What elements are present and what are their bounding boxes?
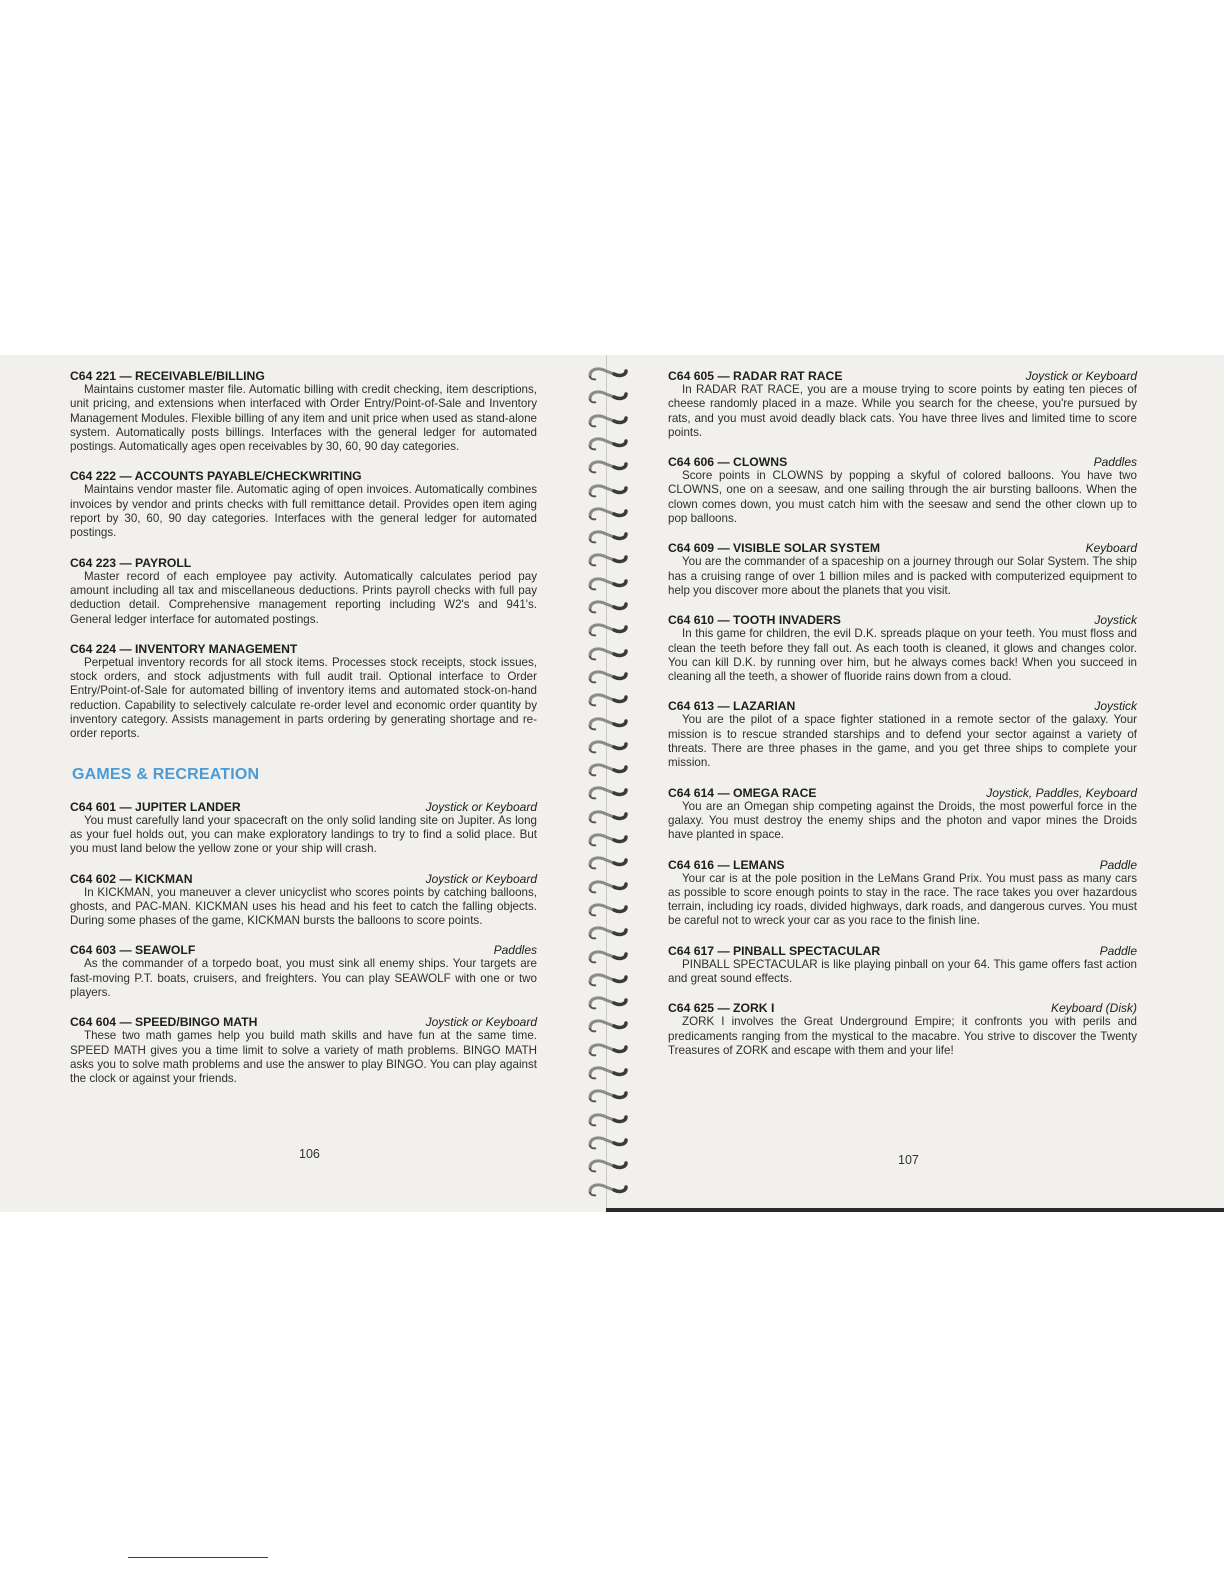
- spiral-ring: [584, 619, 632, 641]
- entry-description: In KICKMAN, you maneuver a clever unicyclist who scores points by catching balloons, ghosts, and PAC-MAN. KICKMAN uses his head and his feet to catch the falling objects. During some phases of the game, KICKMAN bursts the balloons to score points.: [70, 885, 537, 928]
- entry-heading: [668, 613, 1137, 627]
- entry-title: C64 606 — CLOWNS: [668, 455, 788, 470]
- entry-controls: Joystick, Paddles, Keyboard: [986, 785, 1137, 800]
- book-spread: [0, 355, 1224, 1212]
- entry-heading: [668, 1001, 1137, 1015]
- entry-heading: [70, 943, 537, 957]
- left-business-entries: [70, 369, 537, 742]
- entry-description: Score points in CLOWNS by popping a skyful of colored balloons. You have two CLOWNS, one on a seesaw, and one sailing through the air bursting balloons. When the clown comes down, you must catch him with the seesaw and send the other clown up to pop balloons.: [668, 469, 1137, 526]
- footer-rule: [128, 1557, 268, 1558]
- catalog-entry: [70, 642, 537, 742]
- entry-description: You are the commander of a spaceship on a journey through our Solar System. The ship has a cruising range of over 1 billion miles and is packed with computerized equipment to help you discover more about the planets that you visit.: [668, 555, 1137, 597]
- entry-description: These two math games help you build math skills and have fun at the same time. SPEED MATH gives you a time limit to solve a variety of math problems. BINGO MATH asks you to solve math problems and use the answer to play BINGO. You can play against the clock or against your friends.: [70, 1029, 537, 1086]
- entry-heading: [668, 699, 1137, 713]
- spiral-ring: [584, 1015, 632, 1037]
- catalog-entry: [70, 872, 537, 929]
- spiral-ring: [584, 1062, 632, 1084]
- entry-description: PINBALL SPECTACULAR is like playing pinball on your 64. This game offers fast action and great sound effects.: [668, 957, 1137, 986]
- spiral-ring: [584, 1039, 632, 1061]
- entry-description: ZORK I involves the Great Underground Empire; it confronts you with perils and predicaments ranging from the mystical to the macabre. You strive to discover the Twenty Treasures of ZORK and escape with them and your life!: [668, 1015, 1137, 1057]
- entry-title: C64 602 — KICKMAN: [70, 871, 193, 886]
- right-game-entries: [668, 369, 1137, 1058]
- entry-description: As the commander of a torpedo boat, you must sink all enemy ships. Your targets are fast-moving P.T. boats, cruisers, and freighters. You can play SEAWOLF with one or two players.: [70, 957, 537, 1000]
- entry-heading: [668, 455, 1137, 469]
- spiral-ring: [584, 829, 632, 851]
- catalog-entry: [70, 469, 537, 540]
- entry-controls: Keyboard: [1085, 541, 1137, 556]
- entry-description: Master record of each employee pay activity. Automatically calculates period pay amount including all tax and miscellaneous deductions. Prints payroll checks with full pay deduction detail. Comprehensive management reporting including W2's and 941's. General ledger interface for automated postings.: [70, 569, 537, 626]
- catalog-entry: [668, 455, 1137, 526]
- spiral-ring: [584, 899, 632, 921]
- entry-controls: Joystick or Keyboard: [425, 1015, 537, 1030]
- entry-description: In this game for children, the evil D.K. spreads plaque on your teeth. You must floss and clean the teeth before they fall out. As each tooth is cleaned, it glows and changes color. You can kill D.K. by running over him, but he always comes back! When you succeed in cleaning all the teeth, a shower of fluoride rains down from a cloud.: [668, 627, 1137, 684]
- page-number-right: 107: [898, 1153, 919, 1167]
- entry-description: You are an Omegan ship competing against the Droids, the most powerful force in the galaxy. You must destroy the enemy ships and the photon and vapor mines the Droids have planted in space.: [668, 799, 1137, 842]
- entry-heading: [70, 556, 537, 570]
- page-number-left: 106: [299, 1147, 320, 1161]
- entry-title: C64 601 — JUPITER LANDER: [70, 799, 241, 814]
- entry-controls: Keyboard (Disk): [1050, 1001, 1137, 1016]
- catalog-entry: [668, 1001, 1137, 1058]
- page-edge-shadow: [606, 1208, 1224, 1212]
- entry-controls: Joystick or Keyboard: [425, 799, 537, 814]
- spiral-ring: [584, 503, 632, 525]
- catalog-entry: [70, 369, 537, 454]
- entry-title: C64 605 — RADAR RAT RACE: [668, 369, 843, 383]
- entry-description: Your car is at the pole position in the LeMans Grand Prix. You must pass as many cars as possible to score enough points to stay in the race. The race takes you over hazardous terrain, including icy roads, divided highways, dark roads, and dangerous curves. You must be careful not to wreck your car as you race to the finish line.: [668, 871, 1137, 928]
- spiral-ring: [584, 922, 632, 944]
- catalog-entry: [668, 699, 1137, 770]
- entry-controls: Paddle: [1099, 857, 1137, 872]
- entry-description: Perpetual inventory records for all stock items. Processes stock receipts, stock issues, stock orders, and stock adjustments with full audit trail. Optional interface to Order Entry/Point-of-Sale for automated billing of inventory items and automated stock-on-hand reduction. Capability to selectively calculate re-order level and economic order quantity by inventory category. Assists management in parts ordering by generating shortage and re-order reports.: [70, 655, 537, 741]
- spiral-ring: [584, 363, 632, 385]
- entry-controls: Paddle: [1099, 943, 1137, 958]
- entry-description: In RADAR RAT RACE, you are a mouse trying to score points by eating ten pieces of cheese randomly placed in a maze. While you search for the cheese, you're pursued by rats, and you must avoid deadly black cats. You have three lives and limited time to score points.: [668, 383, 1137, 439]
- spiral-ring: [584, 1109, 632, 1131]
- spiral-ring: [584, 992, 632, 1014]
- entry-heading: [668, 541, 1137, 555]
- spiral-ring: [584, 689, 632, 711]
- spiral-ring: [584, 759, 632, 781]
- entry-controls: Paddles: [1093, 455, 1137, 470]
- spiral-ring: [584, 946, 632, 968]
- entry-heading: [668, 369, 1137, 383]
- spiral-ring: [584, 1132, 632, 1154]
- spiral-ring: [584, 852, 632, 874]
- section-title: GAMES & RECREATION: [72, 765, 260, 783]
- spiral-ring: [584, 713, 632, 735]
- entry-title: C64 604 — SPEED/BINGO MATH: [70, 1015, 258, 1030]
- catalog-entry: [668, 369, 1137, 440]
- entry-title: C64 224 — INVENTORY MANAGEMENT: [70, 641, 298, 656]
- entry-heading: [70, 800, 537, 814]
- entry-title: C64 603 — SEAWOLF: [70, 943, 196, 958]
- spiral-ring: [584, 876, 632, 898]
- catalog-entry: [668, 858, 1137, 929]
- entry-title: C64 221 — RECEIVABLE/BILLING: [70, 369, 265, 383]
- entry-controls: Joystick or Keyboard: [1025, 369, 1137, 383]
- entry-title: C64 223 — PAYROLL: [70, 555, 192, 570]
- spiral-binding-icon: [584, 355, 634, 1212]
- spiral-ring: [584, 386, 632, 408]
- entry-title: C64 613 — LAZARIAN: [668, 699, 796, 714]
- entry-heading: [70, 369, 537, 383]
- right-page: [668, 369, 1137, 1073]
- spiral-ring: [584, 806, 632, 828]
- spiral-ring: [584, 526, 632, 548]
- entry-heading: [668, 944, 1137, 958]
- entry-heading: [70, 642, 537, 656]
- left-game-entries: [70, 800, 537, 1087]
- catalog-entry: [70, 556, 537, 627]
- catalog-entry: [668, 944, 1137, 987]
- spiral-ring: [584, 573, 632, 595]
- entry-heading: [70, 1015, 537, 1029]
- entry-title: C64 617 — PINBALL SPECTACULAR: [668, 943, 881, 958]
- spiral-ring: [584, 643, 632, 665]
- entry-description: You must carefully land your spacecraft on the only solid landing site on Jupiter. As long as your fuel holds out, you can make exploratory landings to try to find a solid place. But you must land below the yellow zone or your ship will crash.: [70, 813, 537, 856]
- spiral-ring: [584, 666, 632, 688]
- catalog-entry: [668, 613, 1137, 684]
- catalog-entry: [70, 1015, 537, 1086]
- spiral-ring: [584, 1179, 632, 1201]
- spiral-ring: [584, 782, 632, 804]
- entry-description: Maintains vendor master file. Automatic aging of open invoices. Automatically combines invoices by vendor and prints checks with full remittance detail. Provides open item aging report by 30, 60, 90 day categories. Interfaces with the general ledger for automated postings.: [70, 483, 537, 540]
- spiral-ring: [584, 969, 632, 991]
- entry-title: C64 614 — OMEGA RACE: [668, 785, 817, 800]
- entry-title: C64 222 — ACCOUNTS PAYABLE/CHECKWRITING: [70, 469, 362, 484]
- entry-title: C64 616 — LEMANS: [668, 857, 785, 872]
- entry-controls: Joystick or Keyboard: [425, 871, 537, 886]
- entry-title: C64 610 — TOOTH INVADERS: [668, 613, 841, 628]
- entry-title: C64 625 — ZORK I: [668, 1001, 775, 1016]
- catalog-entry: [668, 786, 1137, 843]
- spiral-ring: [584, 456, 632, 478]
- entry-heading: [70, 469, 537, 483]
- entry-title: C64 609 — VISIBLE SOLAR SYSTEM: [668, 541, 880, 556]
- entry-heading: [70, 872, 537, 886]
- entry-heading: [668, 786, 1137, 800]
- spiral-ring: [584, 549, 632, 571]
- spiral-ring: [584, 596, 632, 618]
- catalog-entry: [70, 800, 537, 857]
- spiral-ring: [584, 433, 632, 455]
- entry-heading: [668, 858, 1137, 872]
- spiral-ring: [584, 1155, 632, 1177]
- entry-controls: Paddles: [493, 943, 537, 958]
- catalog-entry: [70, 943, 537, 1000]
- left-page: [70, 369, 537, 1102]
- spiral-ring: [584, 410, 632, 432]
- entry-controls: Joystick: [1094, 699, 1137, 714]
- spiral-ring: [584, 480, 632, 502]
- entry-description: Maintains customer master file. Automatic billing with credit checking, item descriptions, unit pricing, and extensions when interfaced with Order Entry/Point-of-Sale and Inventory Management Modules. Flexible billing of any item and unit price when used as stand-alone system. Automatically posts billings. Interfaces with the general ledger for automated postings. Automatically ages open receivables by 30, 60, 90 day categories.: [70, 383, 537, 454]
- spiral-ring: [584, 736, 632, 758]
- spiral-ring: [584, 1085, 632, 1107]
- entry-description: You are the pilot of a space fighter stationed in a remote sector of the galaxy. Your mission is to rescue stranded starships and to defend your sector against a variety of threats. There are three phases in the game, and you get three ships to complete your mission.: [668, 713, 1137, 770]
- entry-controls: Joystick: [1094, 613, 1137, 628]
- catalog-entry: [668, 541, 1137, 598]
